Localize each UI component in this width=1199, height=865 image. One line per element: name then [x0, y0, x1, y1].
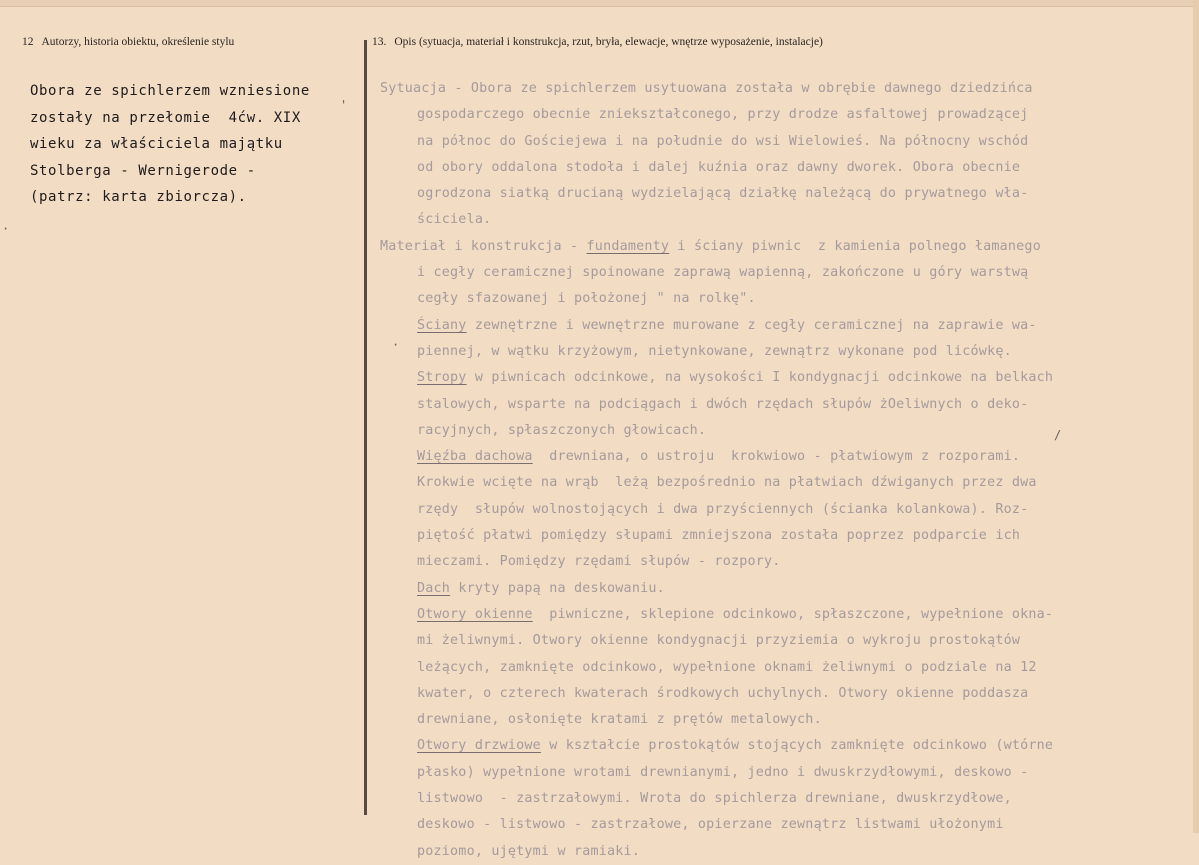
description-line: [380, 76, 1180, 102]
line-text: w kształcie prostokątów stojących zamknięte odcinkowo (wtórne: [540, 738, 1054, 754]
line-text: piętość płatwi pomiędzy słupami zmniejszona została poprzez podparcie ich: [417, 528, 1021, 544]
description-line: [380, 129, 1180, 155]
pen-mark: ': [340, 98, 348, 112]
column-divider: [364, 40, 367, 815]
line-text: stalowych, wsparte na podciągach i dwóch rzędach słupów żOeliwnych o deko-: [417, 396, 1029, 412]
description-line: [380, 181, 1180, 207]
description-line: [380, 812, 1180, 838]
underlined-term: Stropy: [417, 370, 467, 386]
line-text: gospodarczego obecnie zniekształconego, przy drodze asfaltowej prowadzącej: [417, 107, 1029, 123]
description-line: [380, 681, 1180, 707]
underlined-term: Ściany: [417, 317, 467, 333]
description-line: [380, 260, 1180, 286]
section-12-number: 12: [22, 36, 34, 48]
section-13-title: Opis (sytuacja, materiał i konstrukcja, rzut, bryła, elewacje, wnętrze wyposażenie, instalacje): [394, 36, 823, 48]
description-line: [380, 234, 1180, 260]
line-text: mi żeliwnymi. Otwory okienne kondygnacji przyziemia o wykroju prostokątów: [417, 633, 1021, 649]
description-line: [380, 786, 1180, 812]
underlined-term: Więźba dachowa: [417, 449, 533, 465]
history-text: [30, 78, 310, 211]
line-text: poziomo, ujętymi w ramiaki.: [417, 843, 641, 859]
line-text: kwater, o czterech kwaterach środkowych uchylnych. Otwory okienne poddasza: [417, 685, 1029, 701]
line-text: drewniane, osłonięte kratami z prętów metalowych.: [417, 712, 822, 728]
underlined-term: Dach: [417, 580, 451, 596]
description-line: [380, 839, 1180, 865]
line-text: Sytuacja - Obora ze spichlerzem usytuowana została w obrębie dawnego dziedzińca: [380, 81, 1033, 96]
line-text: listwowo - zastrzałowymi. Wrota do spichlerza drewniane, dwuskrzydłowe,: [417, 791, 1012, 807]
description-line: [380, 523, 1180, 549]
pen-mark: ·: [2, 222, 10, 236]
line-text: racyjnych, spłaszczonych głowicach.: [417, 422, 707, 438]
line-text: w piwnicach odcinkowe, na wysokości I kondygnacji odcinkowe na belkach: [466, 370, 1054, 386]
description-line: [380, 365, 1180, 391]
description-line: [380, 102, 1180, 128]
page-right-edge: [1193, 0, 1199, 833]
line-text: kryty papą na deskowaniu.: [450, 580, 665, 596]
line-text: deskowo - listwowo - zastrzałowe, opierzane zewnątrz listwami ułożonymi: [417, 817, 1004, 833]
line-text: i ściany piwnic z kamienia polnego łamanego: [669, 238, 1041, 254]
description-line: [380, 444, 1180, 470]
line-text: piennej, w wątku krzyżowym, nietynkowane, zewnątrz wykonane pod licówkę.: [417, 343, 1012, 359]
line-text: i cegły ceramicznej spoinowane zaprawą wapienną, zakończone u góry warstwą: [417, 265, 1029, 281]
description-text: [380, 76, 1180, 865]
description-line: [380, 733, 1180, 759]
underlined-term: Otwory okienne: [417, 606, 533, 622]
description-line: [380, 602, 1180, 628]
line-text: leżących, zamknięte odcinkowo, wypełnione oknami żeliwnymi o podziale na 12: [417, 659, 1037, 675]
line-text: Materiał i konstrukcja -: [380, 238, 587, 254]
history-line: zostały na przełomie 4ćw. XIX: [30, 109, 301, 126]
history-line: Stolberga - Wernigerode -: [30, 162, 256, 179]
line-text: Krokwie wcięte na wrąb leżą bezpośrednio na płatwiach dźwiganych przez dwa: [417, 475, 1037, 491]
underlined-term: fundamenty: [586, 238, 670, 254]
line-text: drewniana, o ustroju krokwiowo - płatwiowym z rozporami.: [532, 449, 1021, 465]
line-text: cegły sfazowanej i położonej " na rolkę".: [417, 291, 756, 307]
description-line: [380, 497, 1180, 523]
line-text: od obory oddalona stodoła i dalej kuźnia oraz dawny dworek. Obora obecnie: [417, 159, 1021, 175]
line-text: płasko) wypełnione wrotami drewnianymi, jedno i dwuskrzydłowymi, deskowo -: [417, 764, 1029, 780]
line-text: na północ do Gościejewa i na południe do wsi Wielowieś. Na północny wschód: [417, 133, 1029, 149]
history-line: Obora ze spichlerzem wzniesione: [30, 83, 310, 99]
description-line: [380, 392, 1180, 418]
pen-mark: ·: [392, 338, 400, 352]
description-line: [380, 313, 1180, 339]
description-line: [380, 286, 1180, 312]
history-line: (patrz: karta zbiorcza).: [30, 189, 247, 205]
description-line: [380, 470, 1180, 496]
description-line: [380, 207, 1180, 233]
underlined-term: Otwory drzwiowe: [417, 738, 541, 754]
description-line: [380, 339, 1180, 365]
line-text: rzędy słupów wolnostojących i dwa przyściennych (ścianka kolankowa). Roz-: [417, 501, 1029, 517]
description-line: [380, 576, 1180, 602]
description-line: [380, 707, 1180, 733]
line-text: ogrodzona siatką drucianą wydzielającą działkę należącą do prywatnego wła-: [417, 186, 1029, 202]
section-13-number: 13.: [372, 36, 387, 48]
line-text: piwniczne, sklepione odcinkowo, spłaszczone, wypełnione okna-: [532, 606, 1054, 622]
description-line: [380, 155, 1180, 181]
section-12-header: [22, 36, 234, 48]
page-top-edge: [0, 0, 1199, 7]
line-text: zewnętrzne i wewnętrzne murowane z cegły ceramicznej na zaprawie wa-: [466, 317, 1037, 333]
description-line: [380, 628, 1180, 654]
section-12-title: Autorzy, historia obiektu, określenie stylu: [41, 36, 235, 48]
history-line: wieku za właściciela majątku: [30, 136, 283, 152]
description-line: [380, 549, 1180, 575]
pen-mark: /: [1054, 428, 1062, 442]
line-text: mieczami. Pomiędzy rzędami słupów - rozpory.: [417, 554, 781, 570]
line-text: ściciela.: [417, 212, 492, 228]
section-13-header: [372, 36, 823, 48]
description-line: [380, 760, 1180, 786]
description-line: [380, 655, 1180, 681]
